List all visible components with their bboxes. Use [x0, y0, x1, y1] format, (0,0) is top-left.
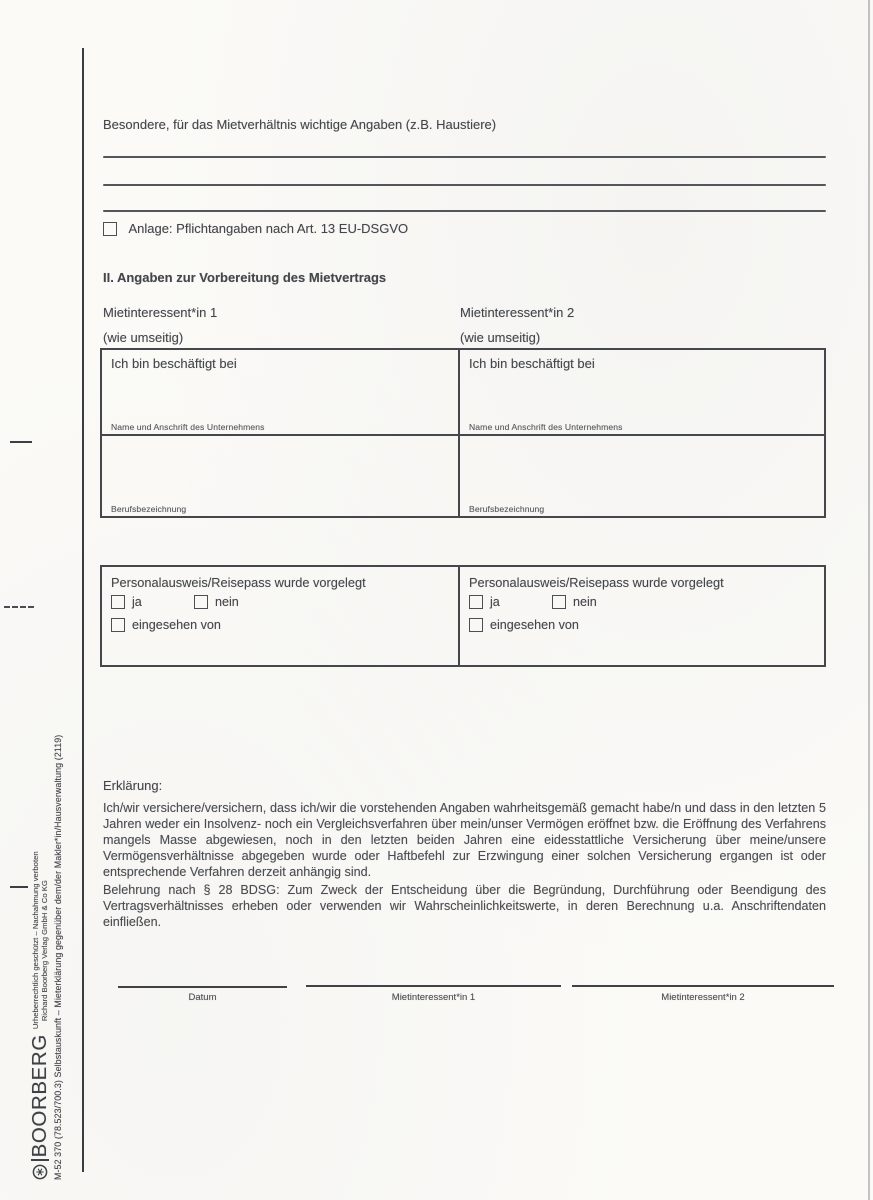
- page-edge-line: [868, 0, 870, 1200]
- inspected-by-field-2[interactable]: [579, 618, 739, 632]
- write-in-line-3[interactable]: [103, 210, 826, 212]
- no-checkbox-1[interactable]: [194, 595, 208, 609]
- yes-checkbox-1[interactable]: [111, 595, 125, 609]
- column-subtitle-2: (wie umseitig): [460, 330, 541, 345]
- employment-cell-1: [102, 350, 460, 436]
- inspected-label-1: eingesehen von: [132, 618, 221, 632]
- declaration-title: Erklärung:: [103, 778, 163, 793]
- signature-line-date[interactable]: [118, 986, 287, 988]
- signature-line-tenant-2[interactable]: [572, 985, 834, 987]
- crop-mark: [10, 441, 32, 443]
- signature-label-tenant-2: Mietinteressent*in 2: [661, 992, 745, 1003]
- write-in-line-1[interactable]: [103, 156, 826, 158]
- yes-label-1: ja: [132, 595, 142, 609]
- employed-label-1: Ich bin beschäftigt bei: [111, 356, 237, 371]
- write-in-line-2[interactable]: [103, 184, 826, 186]
- inspected-checkbox-2[interactable]: [469, 618, 483, 632]
- signature-label-date: Datum: [188, 992, 217, 1003]
- publisher-imprint: [30, 675, 63, 1180]
- employment-cell-2: [460, 350, 824, 436]
- copyright-line: Urheberrechtlich geschützt – Nachahmung verboten: [31, 851, 40, 1030]
- id-check-table: [100, 565, 826, 667]
- left-margin-rule: [82, 48, 84, 1172]
- signature-line-tenant-1[interactable]: [306, 985, 561, 987]
- column-title-2: Mietinteressent*in 2: [460, 305, 575, 320]
- profession-cell-2: [460, 436, 824, 516]
- no-label-1: nein: [215, 595, 239, 609]
- company-field-1[interactable]: [104, 374, 456, 420]
- crop-mark: [4, 606, 34, 608]
- column-title-1: Mietinteressent*in 1: [103, 305, 218, 320]
- form-number: M-52 370 (78.523/700.3) Selbstauskunft – Mieterklärung gegenüber dem/der Makler*in/Hausverwaltung (2119): [53, 734, 63, 1180]
- yes-label-2: ja: [490, 595, 500, 609]
- declaration-instruction: Belehrung nach § 28 BDSG: Zum Zweck der Entscheidung über die Begründung, Durchführung oder Beendigung des Vertragsverhältnisses erheben oder verwenden wir Wahrscheinlichkeitswerte, in deren Berechnung u.a. Anschriftendaten einfließen.: [103, 883, 826, 929]
- publisher-name: BOORBERG: [28, 1034, 51, 1158]
- publisher-line: Richard Boorberg Verlag GmbH & Co KG: [40, 880, 50, 1022]
- profession-caption-1: Berufsbezeichnung: [111, 504, 187, 514]
- attachment-checkbox[interactable]: [103, 222, 117, 236]
- signature-label-tenant-1: Mietinteressent*in 1: [391, 992, 476, 1003]
- notes-label: Besondere, für das Mietverhältnis wichtige Angaben (z.B. Haustiere): [103, 117, 497, 132]
- yes-checkbox-2[interactable]: [469, 595, 483, 609]
- profession-cell-1: [102, 436, 460, 516]
- id-check-title-1: Personalausweis/Reisepass wurde vorgelegt: [111, 575, 366, 590]
- profession-caption-2: Berufsbezeichnung: [469, 504, 545, 514]
- profession-field-2[interactable]: [462, 440, 822, 502]
- inspected-checkbox-1[interactable]: [111, 618, 125, 632]
- company-caption-2: Name und Anschrift des Unternehmens: [469, 422, 623, 432]
- company-caption-1: Name und Anschrift des Unternehmens: [111, 422, 265, 432]
- employment-table: [100, 348, 826, 518]
- id-check-cell-2: [460, 567, 824, 665]
- column-subtitle-1: (wie umseitig): [103, 330, 184, 345]
- no-label-2: nein: [573, 595, 597, 609]
- boorberg-logo-icon: [32, 1164, 48, 1180]
- declaration-body: Ich/wir versichere/versichern, dass ich/wir die vorstehenden Angaben wahrheitsgemäß gemacht habe/n und dass in den letzten 5 Jahren weder ein Insolvenz- noch ein Vergleichsverfahren über mein/unser Vermögen eröffnet bzw. die Eröffnung des Verfahrens mangels Masse abgewiesen, noch in den letzten beiden Jahren eine eidesstattliche Versicherung über meine/unsere Vermögensverhältnisse abgegeben wurde oder Haftbefehl zur Erzwingung einer solchen Versicherung ergangen ist oder entsprechende Verfahren derzeit anhängig sind.: [103, 801, 826, 879]
- inspected-label-2: eingesehen von: [490, 618, 579, 632]
- crop-mark: [10, 886, 28, 888]
- profession-field-1[interactable]: [104, 440, 456, 502]
- company-field-2[interactable]: [462, 374, 822, 420]
- no-checkbox-2[interactable]: [552, 595, 566, 609]
- id-check-cell-1: [102, 567, 460, 665]
- employed-label-2: Ich bin beschäftigt bei: [469, 356, 595, 371]
- section-title: II. Angaben zur Vorbereitung des Mietvertrags: [103, 270, 387, 285]
- logo-divider: [31, 1159, 49, 1161]
- inspected-by-field-1[interactable]: [221, 618, 381, 632]
- attachment-checkbox-label: Anlage: Pflichtangaben nach Art. 13 EU-DSGVO: [128, 221, 409, 236]
- id-check-title-2: Personalausweis/Reisepass wurde vorgelegt: [469, 575, 724, 590]
